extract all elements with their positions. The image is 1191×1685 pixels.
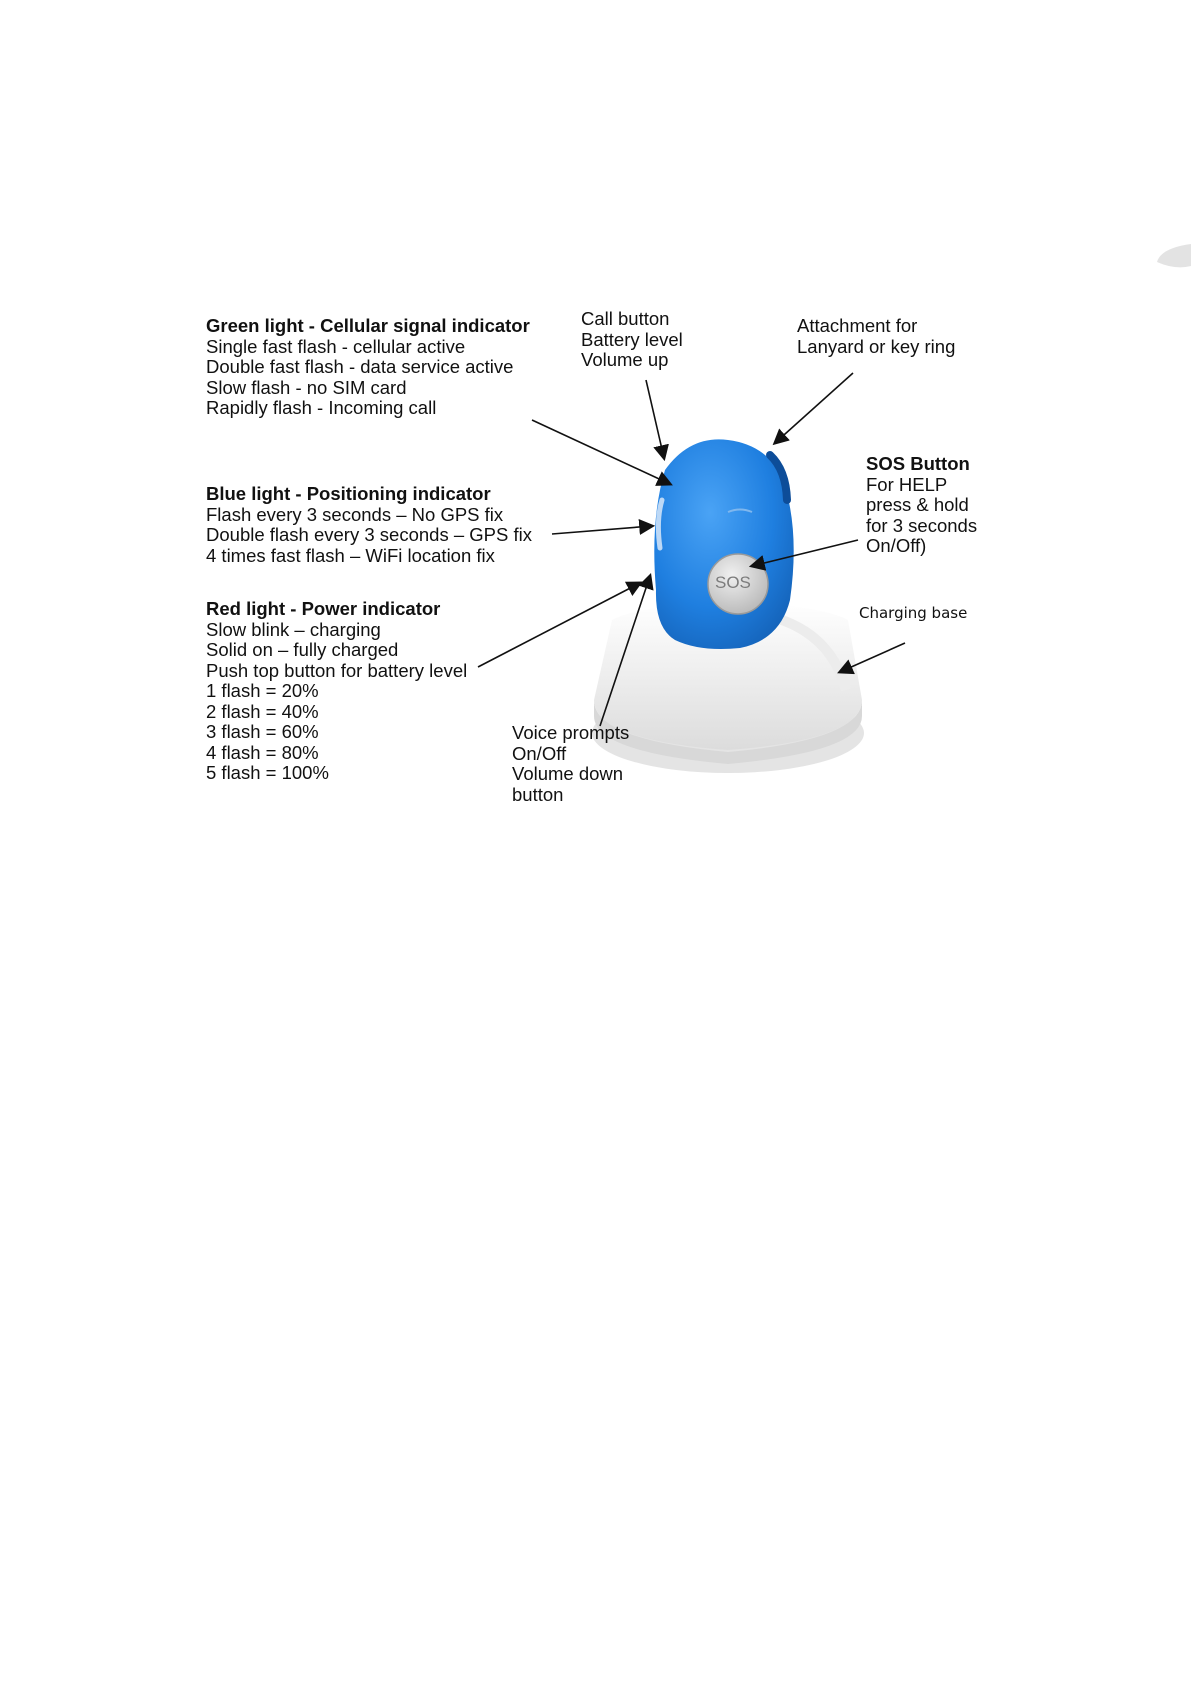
red-light-line: Solid on – fully charged [206, 639, 399, 660]
sos-button-heading: SOS Button [866, 453, 970, 474]
blue-light-line: 4 times fast flash – WiFi location fix [206, 544, 495, 566]
call-button-line: Call button [581, 308, 670, 329]
green-light-arrow [532, 420, 670, 484]
red-light-line: Push top button for battery level [206, 659, 468, 681]
blue-light-line: Flash every 3 seconds – No GPS fix [206, 503, 504, 525]
green-light-heading: Green light - Cellular signal indicator [206, 315, 530, 336]
sos-button-line: press & hold [866, 494, 969, 515]
device-body [654, 439, 793, 649]
green-light-line: Single fast flash - cellular active [206, 335, 466, 357]
sos-button-line: On/Off) [866, 535, 927, 556]
green-light-callout [206, 316, 530, 419]
attachment-line: Lanyard or key ring [797, 335, 956, 357]
charging-base-label: Charging base [859, 604, 968, 622]
red-light-line: 2 flash = 40% [206, 700, 319, 722]
red-light-callout [206, 599, 467, 784]
blue-light-callout [206, 484, 532, 566]
call-button-arrow [646, 380, 664, 458]
green-light-line: Slow flash - no SIM card [206, 376, 407, 398]
green-light-line: Rapidly flash - Incoming call [206, 397, 437, 418]
voice-prompts-callout [512, 723, 629, 805]
attachment-arrow [775, 373, 853, 443]
page-edge-mark [1155, 244, 1191, 270]
blue-light-heading: Blue light - Positioning indicator [206, 483, 491, 504]
red-light-line: 5 flash = 100% [206, 762, 329, 783]
red-light-line: 4 flash = 80% [206, 741, 319, 763]
sos-button-line: for 3 seconds [866, 514, 978, 536]
voice-prompts-line: Voice prompts [512, 722, 630, 743]
green-light-line: Double fast flash - data service active [206, 356, 514, 377]
red-light-line: 3 flash = 60% [206, 721, 319, 742]
call-button-line: Volume up [581, 349, 669, 370]
voice-prompts-line: Volume down [512, 763, 624, 784]
red-light-heading: Red light - Power indicator [206, 598, 441, 619]
sos-button-line: For HELP [866, 473, 948, 495]
call-button-line: Battery level [581, 328, 683, 350]
blue-light-arrow [552, 526, 652, 534]
call-button-callout [581, 309, 683, 371]
red-light-line: Slow blink – charging [206, 618, 381, 640]
blue-light-line: Double flash every 3 seconds – GPS fix [206, 524, 532, 545]
sos-button-callout [866, 454, 977, 557]
red-light-line: 1 flash = 20% [206, 680, 319, 701]
voice-prompts-line: button [512, 783, 564, 805]
attachment-line: Attachment for [797, 315, 918, 336]
sos-button-label: SOS [715, 573, 751, 592]
attachment-callout [797, 316, 955, 357]
voice-prompts-line: On/Off [512, 742, 567, 764]
